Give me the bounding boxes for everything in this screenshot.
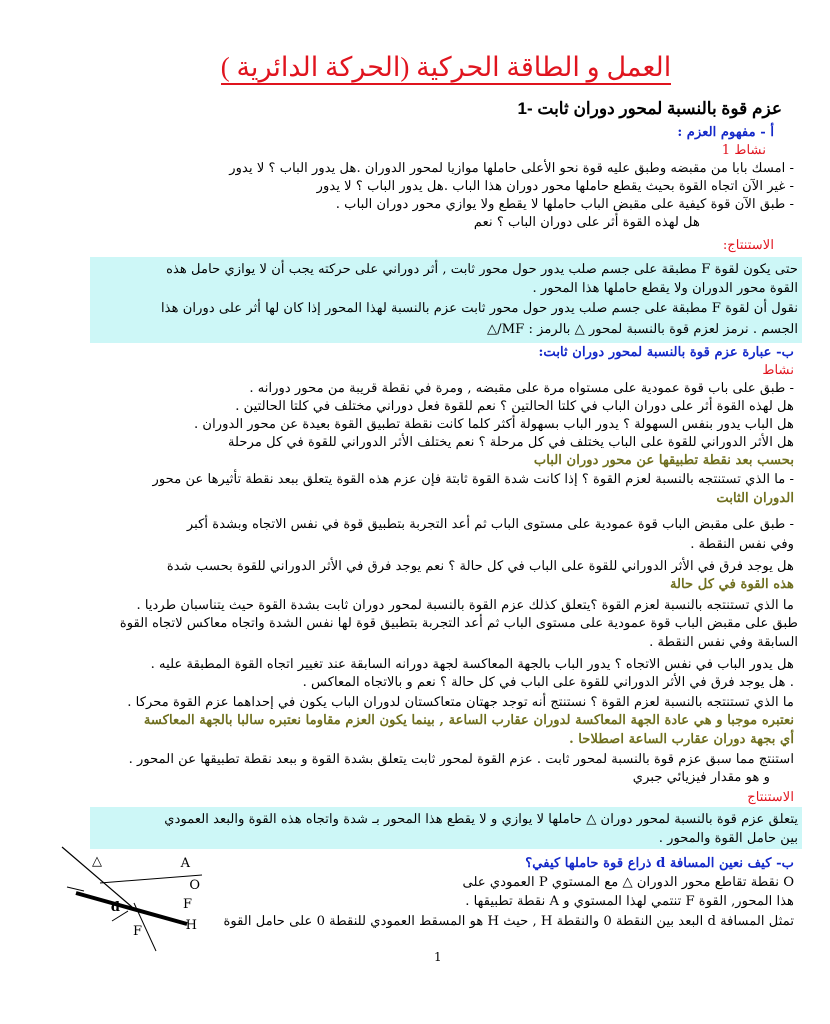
section-c-line: تمثل المسافة d البعد بين النقطة 0 والنقطة H , حيث H هو المسقط العمودي للنقطة 0 على حامل القوة: [223, 914, 794, 929]
activity-1-line: هل لهذه القوة أثر على دوران الباب ؟ نعم: [473, 215, 700, 230]
section-c-heading: ب- كيف نعين المسافة d ذراع قوة حاملها كيفي؟: [525, 856, 794, 871]
activity-2-line: ما الذي تستنتجه بالنسبة لعزم القوة ؟يتعلق كذلك عزم القوة بالنسبة لمحور دوران ثابت بشدة القوة حيث يتناسبان طرديا .: [136, 598, 794, 613]
activity-1-line: - طبق الآن قوة كيفية على مقبض الباب حاملها لا يقطع ولا يوازي محور دوران الباب .: [335, 197, 794, 212]
force-diagram: [62, 845, 262, 955]
activity-2-line: ما الذي تستنتجه بالنسبة لعزم القوة ؟ نستنتج أنه توجد جهتان متعاكستان لدوران الباب يكون في إحداهما عزم القوة محركا .: [127, 695, 794, 710]
activity-2-line: - طبق على باب قوة عمودية على مستواه مرة على مقبضه , ومرة في نقطة قريبة من محور دورانه .: [249, 381, 794, 396]
activity-2-line: هل الأثر الدوراني للقوة على الباب يختلف في كل مرحلة ؟ نعم يختلف الأثر الدوراني للقوة في كل مرحلة: [227, 435, 794, 450]
activity-2-line: بحسب بعد نقطة تطبيقها عن محور دوران الباب: [533, 453, 794, 468]
activity-2-line: - طبق على مقبض الباب قوة عمودية على مستوى الباب ثم أعد التجربة بتطبيق قوة في نفس الاتجاه وبشدة أكبر: [186, 517, 794, 532]
activity-2-line: هل يوجد فرق في الأثر الدوراني للقوة على الباب في كل حالة ؟ نعم يوجد فرق في الأثر الدوراني للقوة بحسب شدة: [166, 559, 794, 574]
activity-2-line: هل يدور الباب في نفس الاتجاه ؟ يدور الباب بالجهة المعاكسة لجهة دورانه السابقة عند تغيير اتجاه القوة المطبقة عليه .: [150, 657, 794, 672]
section-b-heading: ب- عبارة عزم قوة بالنسبة لمحور دوران ثابت:: [538, 345, 794, 360]
activity-2-heading: نشاط: [762, 363, 794, 378]
activity-2-line: هل الباب يدور بنفس السهولة ؟ يدور الباب بسهولة أكثر كلما كانت نقطة تطبيق القوة بعيدة عن محور الدوران .: [194, 417, 794, 432]
activity-2-line: - ما الذي تستنتجه بالنسبة لعزم القوة ؟ إذا كانت شدة القوة ثابتة فإن عزم هذه القوة يتعلق ببعد نقطة تأثيرها عن محور: [152, 472, 794, 487]
section-1-heading: عزم قوة بالنسبة لمحور دوران ثابت -1: [517, 99, 782, 118]
section-c-line: هذا المحور, القوة F تنتمي لهذا المستوي و A نقطة تطبيقها .: [465, 894, 794, 909]
page-title: العمل و الطاقة الحركية (الحركة الدائرية ): [62, 52, 830, 83]
document-page: [62, 0, 830, 1024]
activity-2-line: أي بجهة دوران عقارب الساعة اصطلاحا .: [569, 732, 794, 747]
activity-2-line: السابقة وفي نفس النقطة .: [649, 635, 798, 650]
conclusion-1-heading: الاستنتاج:: [722, 238, 774, 253]
conclusion-2-heading: الاستنتاج: [747, 790, 794, 805]
label-h: H: [185, 918, 197, 933]
axis-arrow-icon: [67, 887, 84, 891]
conclusion-1-line: القوة محور الدوران ولا يقطع حاملها هذا المحور .: [532, 281, 798, 296]
activity-2-line: هل لهذه القوة أثر على دوران الباب في كلتا الحالتين ؟ نعم للقوة فعل دوراني مختلف في كلتا الحالتين .: [235, 399, 794, 414]
conclusion-1-line: نقول أن لقوة F مطبقة على جسم صلب يدور حول محور ثابت عزم بالنسبة لهذا المحور إذا كان لها أثر على دوران هذا: [161, 301, 798, 316]
conclusion-2-line: يتعلق عزم قوة بالنسبة لمحور دوران △ حاملها لا يوازي و لا يقطع هذا المحور بـ شدة واتجاه هذه القوة والبعد العمودي: [164, 812, 798, 827]
label-d: d: [110, 900, 120, 915]
page-number: 1: [434, 950, 442, 964]
conclusion-1-line: الجسم . نرمز لعزم قوة بالنسبة لمحور △ بالرمز : MF/△: [487, 322, 798, 337]
concept-heading: أ - مفهوم العزم :: [677, 125, 774, 140]
activity-1-line: - امسك بابا من مقبضه وطبق عليه قوة نحو الأعلى حاملها موازيا لمحور الدوران .هل يدور الباب ؟ لا يدور: [229, 161, 794, 176]
section-c-line: O نقطة تقاطع محور الدوران △ مع المستوي P العمودي على: [462, 875, 794, 890]
label-delta: △: [92, 854, 102, 869]
activity-2-line: طبق على مقبض الباب قوة عمودية على مستوى الباب ثم أعد التجربة بتطبيق قوة لها نفس الشدة واتجاه معاكس لاتجاه القوة: [119, 616, 798, 631]
label-f-top: F: [182, 897, 192, 912]
activity-2-line: و هو مقدار فيزيائي جبري: [632, 770, 770, 785]
label-o: O: [189, 878, 200, 893]
conclusion-1-line: حتى يكون لقوة F مطبقة على جسم صلب يدور حول محور ثابت , أثر دوراني على حركته يجب أن لا يوازي حامل هذه: [166, 262, 798, 277]
activity-2-line: الدوران الثابت: [716, 491, 794, 506]
activity-2-line: استنتج مما سبق عزم قوة بالنسبة لمحور ثابت . عزم القوة لمحور ثابت يتعلق بشدة القوة و ببعد نقطة تطبيقها عن المحور .: [128, 752, 794, 767]
conclusion-2-line: بين حامل القوة والمحور .: [658, 831, 798, 846]
activity-2-line: هذه القوة في كل حالة: [669, 577, 794, 592]
activity-2-line: نعتبره موجبا و هي عادة الجهة المعاكسة لدوران عقارب الساعة , بينما يكون العزم مقاوما نعتبره سالبا بالجهة المعاكسة: [143, 713, 794, 728]
activity-1-heading: نشاط 1: [721, 143, 766, 158]
activity-1-line: - غير الآن اتجاه القوة بحيث يقطع حاملها محور دوران هذا الباب .هل يدور الباب ؟ لا يدور: [316, 179, 794, 194]
label-f-bottom: F: [132, 924, 142, 939]
label-a: A: [180, 856, 190, 871]
door-plane-line: [76, 893, 187, 924]
activity-2-line: وفي نفس النقطة .: [690, 537, 794, 552]
force-support-line: [100, 875, 202, 883]
activity-2-line: . هل يوجد فرق في الأثر الدوراني للقوة على الباب في كل حالة ؟ نعم و بالاتجاه المعاكس .: [302, 675, 794, 690]
